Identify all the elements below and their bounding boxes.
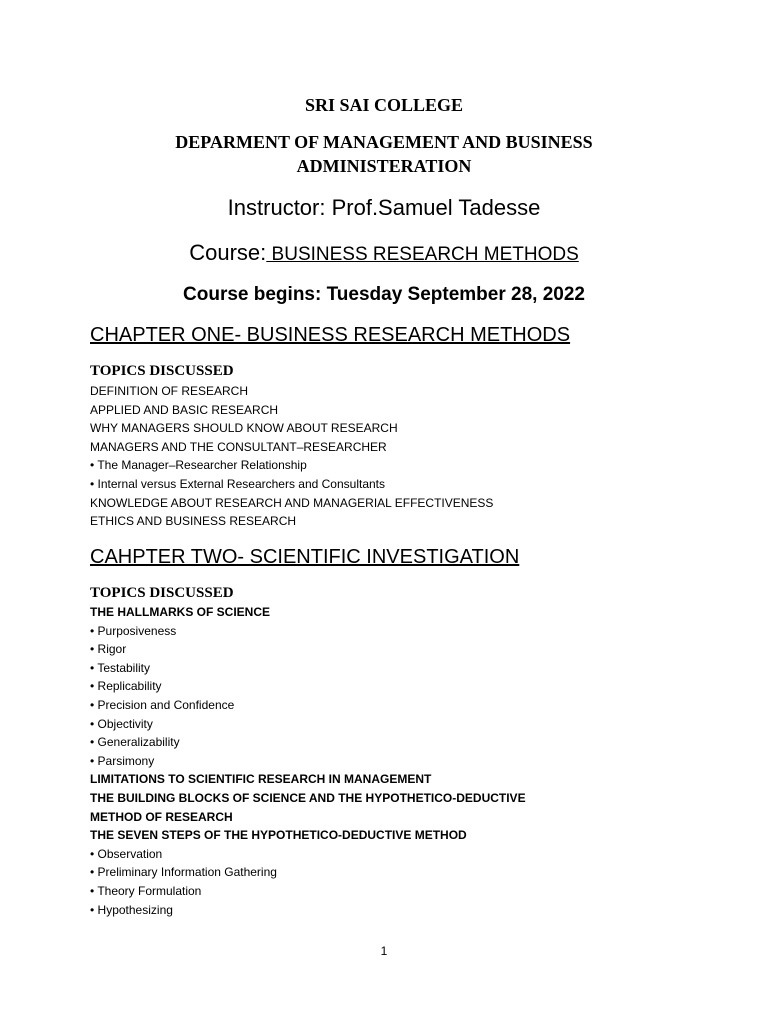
course-name: BUSINESS RESEARCH METHODS bbox=[266, 244, 579, 265]
list-item: APPLIED AND BASIC RESEARCH bbox=[90, 402, 279, 417]
course-line bbox=[0, 239, 768, 269]
list-item: • Replicability bbox=[90, 679, 162, 694]
course-begins: Course begins: Tuesday September 28, 2022 bbox=[183, 284, 585, 305]
list-item: • Preliminary Information Gathering bbox=[90, 865, 277, 880]
list-item: • Precision and Confidence bbox=[90, 697, 235, 712]
chapter-two-topic-list bbox=[90, 603, 526, 919]
list-item: • Testability bbox=[90, 660, 151, 675]
list-item: • Hypothesizing bbox=[90, 902, 173, 917]
college-name: SRI SAI COLLEGE bbox=[304, 95, 464, 115]
list-item: • The Manager–Researcher Relationship bbox=[90, 458, 307, 473]
list-item: • Internal versus External Researchers and Consultants bbox=[90, 476, 386, 491]
list-item: ETHICS AND BUSINESS RESEARCH bbox=[90, 514, 297, 529]
list-item: • Objectivity bbox=[90, 716, 153, 731]
chapter-one-topic-list bbox=[90, 382, 493, 531]
chapter-one-topics-heading: TOPICS DISCUSSED bbox=[90, 363, 234, 379]
list-item: WHY MANAGERS SHOULD KNOW ABOUT RESEARCH bbox=[90, 421, 398, 436]
list-item: • Theory Formulation bbox=[90, 883, 202, 898]
list-item: • Rigor bbox=[90, 642, 127, 657]
list-item: LIMITATIONS TO SCIENTIFIC RESEARCH IN MANAGEMENT bbox=[90, 772, 432, 787]
list-item: THE BUILDING BLOCKS OF SCIENCE AND THE HYPOTHETICO-DEDUCTIVE bbox=[90, 790, 526, 805]
list-item: MANAGERS AND THE CONSULTANT–RESEARCHER bbox=[90, 439, 387, 454]
list-item: KNOWLEDGE ABOUT RESEARCH AND MANAGERIAL EFFECTIVENESS bbox=[90, 495, 494, 510]
course-label: Course: bbox=[189, 240, 267, 265]
list-item: METHOD OF RESEARCH bbox=[90, 809, 233, 824]
list-item: • Generalizability bbox=[90, 735, 180, 750]
chapter-two-topics-heading: TOPICS DISCUSSED bbox=[90, 585, 234, 601]
list-item: THE SEVEN STEPS OF THE HYPOTHETICO-DEDUCTIVE METHOD bbox=[90, 828, 467, 843]
list-item: • Purposiveness bbox=[90, 623, 177, 638]
list-item: • Parsimony bbox=[90, 753, 155, 768]
instructor-line: Instructor: Prof.Samuel Tadesse bbox=[227, 195, 541, 220]
list-item: • Observation bbox=[90, 846, 163, 861]
chapter-two-title: CAHPTER TWO- SCIENTIFIC INVESTIGATION bbox=[90, 546, 520, 568]
page-number: 1 bbox=[380, 944, 388, 958]
chapter-one-title: CHAPTER ONE- BUSINESS RESEARCH METHODS bbox=[90, 324, 571, 346]
department-name: DEPARMENT OF MANAGEMENT AND BUSINESS ADMINISTERATION bbox=[175, 132, 593, 176]
list-item: THE HALLMARKS OF SCIENCE bbox=[90, 605, 270, 619]
list-item: DEFINITION OF RESEARCH bbox=[90, 384, 249, 398]
